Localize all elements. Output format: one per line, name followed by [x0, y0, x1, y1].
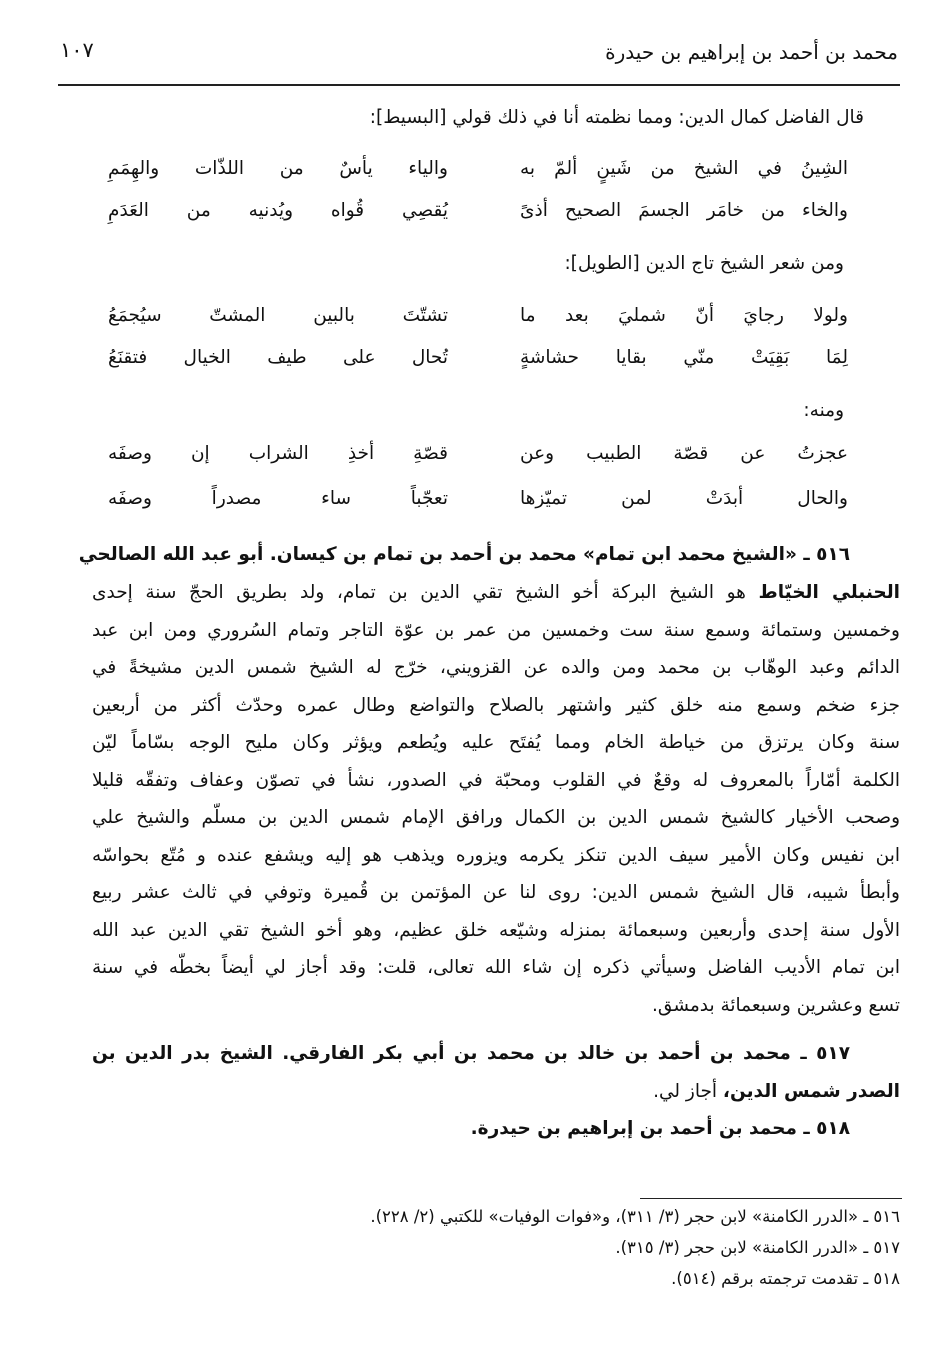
entry-516-line: ابن تمام الأديب الفاضل وسيأتي ذكره إن شاء الله تعالى، قلت: وقد أجاز لي أيضاً بخطّه في سنة — [92, 957, 900, 978]
entry-516-text: هو الشيخ البركة أخو الشيخ تقي الدين بن تمام، ولد بطريق الحجّ سنة إحدى — [92, 582, 759, 603]
verse-left: قصّةِ أخذِ الشراب إن وصفَه — [108, 443, 448, 464]
footnote: ٥١٦ ـ «الدرر الكامنة» لابن حجر (٣/ ٣١١)، و«فوات الوفيات» للكتبي (٢/ ٢٢٨). — [370, 1207, 900, 1226]
verse-right: والخاء من خامَر الجسمَ الصحيح أذىً — [520, 200, 848, 221]
footnote: ٥١٨ ـ تقدمت ترجمته برقم (٥١٤). — [671, 1269, 900, 1288]
entry-516-line: وأبطأ شيبه، قال الشيخ شمس الدين: روى لنا عن المؤتمن بن قُميرة وتوفي في ثالث عشر ربيع — [92, 882, 900, 903]
header-rule — [58, 84, 900, 86]
poem-intro: ومنه: — [803, 400, 844, 421]
entry-517-line — [653, 1077, 900, 1107]
verse-left: تُحال على طيف الخيال فتقنَعُ — [108, 347, 448, 368]
poem-intro: ومن شعر الشيخ تاج الدين [الطويل]: — [564, 253, 844, 274]
running-header-title: محمد بن أحمد بن إبراهيم بن حيدرة — [605, 40, 898, 64]
footnote-rule — [640, 1198, 902, 1199]
verse-right: والحال أبدَتْ لمن تميّزها — [520, 488, 848, 509]
verse-right: ولولا رجايَ أنّ شمليَ بعد ما — [520, 305, 848, 326]
page-number: ١٠٧ — [60, 38, 94, 62]
verse-left: يُقصِي قُواه ويُدنيه من العَدَمِ — [108, 200, 448, 221]
entry-516-line: الكلمة أمّاراً بالمعروف له وقعٌ في القلوب ومحبّة في الصدور، نشأ في تصوّن وعفاف وتفقّه قليلا — [92, 770, 900, 791]
verse-right: عجزتُ عن قصّة الطبيب وعن — [520, 443, 848, 464]
entry-517-text: أجاز لي. — [653, 1081, 723, 1102]
entry-516-heading: ٥١٦ ـ «الشيخ محمد ابن تمام» محمد بن أحمد بن تمام بن كيسان. أبو عبد الله الصالحي — [78, 544, 850, 565]
entry-516-line: سنة وكان يرتزق من خياطة الخام ومما يُفتَح عليه ويُطعم ويؤثر وكان مليح الوجه بسّاماً ليّن — [92, 732, 900, 753]
verse-left: تعجّباً ساء مصدراً وصفَه — [108, 488, 448, 509]
entry-517-heading: ٥١٧ ـ محمد بن أحمد بن خالد بن محمد بن أبي بكر الفارقي. الشيخ بدر الدين بن — [92, 1043, 850, 1064]
entry-516-line: جزء ضخم وسمع منه خلق كثير واشتهر بالصلاح والتواضع وطال عمره وحدّث أكثر من أربعين — [92, 695, 900, 716]
verse-right: لِمَا بَقِيَتْ منّي بقايا حشاشةٍ — [520, 347, 848, 368]
entry-518-heading: ٥١٨ ـ محمد بن أحمد بن إبراهيم بن حيدرة. — [470, 1118, 850, 1139]
entry-516-line: الدائم وعبد الوهّاب بن محمد ومن والده عن القزويني، خرّج له الشيخ شمس الدين مشيخةً في — [92, 657, 900, 678]
entry-516-line: تسع وعشرين وسبعمائة بدمشق. — [652, 995, 900, 1016]
entry-516-line — [92, 578, 900, 608]
verse-right: الشِينُ في الشيخ من شَينٍ ألمّ به — [520, 158, 848, 179]
entry-516-line: ابن نفيس وكان الأمير سيف الدين تنكز يكرمه ويزوره ويذهب هو إليه ويشفع عنده و مُتّع بحواسّه — [92, 845, 900, 866]
poem-intro: قال الفاضل كمال الدين: ومما نظمته أنا في ذلك قولي [البسيط]: — [369, 107, 864, 128]
entry-516-line: وخمسين وستمائة وسمع سنة ست وخمسين من عمر بن عوّة التاجر وتمام السُروري ومن ابن عبد — [92, 620, 900, 641]
entry-516-line: الأول سنة إحدى وأربعين وسبعمائة بمنزله وشيّعه خلق عظيم، وهو أخو الشيخ تقي الدين عبد الله — [92, 920, 900, 941]
verse-left: والياء يأسٌ من اللذّات والهِمَمِ — [108, 158, 448, 179]
entry-516-name: الحنبلي الخيّاط — [758, 582, 900, 603]
entry-516-line: وصحب الأخيار كالشيخ شمس الدين بن الكمال ورافق الإمام شمس الدين بن مسلّم والشيخ علي — [92, 807, 900, 828]
verse-left: تشتّتَ بالبين المشتّ سيُجمَعُ — [108, 305, 448, 326]
entry-517-name: الصدر شمس الدين، — [722, 1081, 900, 1102]
footnote: ٥١٧ ـ «الدرر الكامنة» لابن حجر (٣/ ٣١٥). — [615, 1238, 900, 1257]
